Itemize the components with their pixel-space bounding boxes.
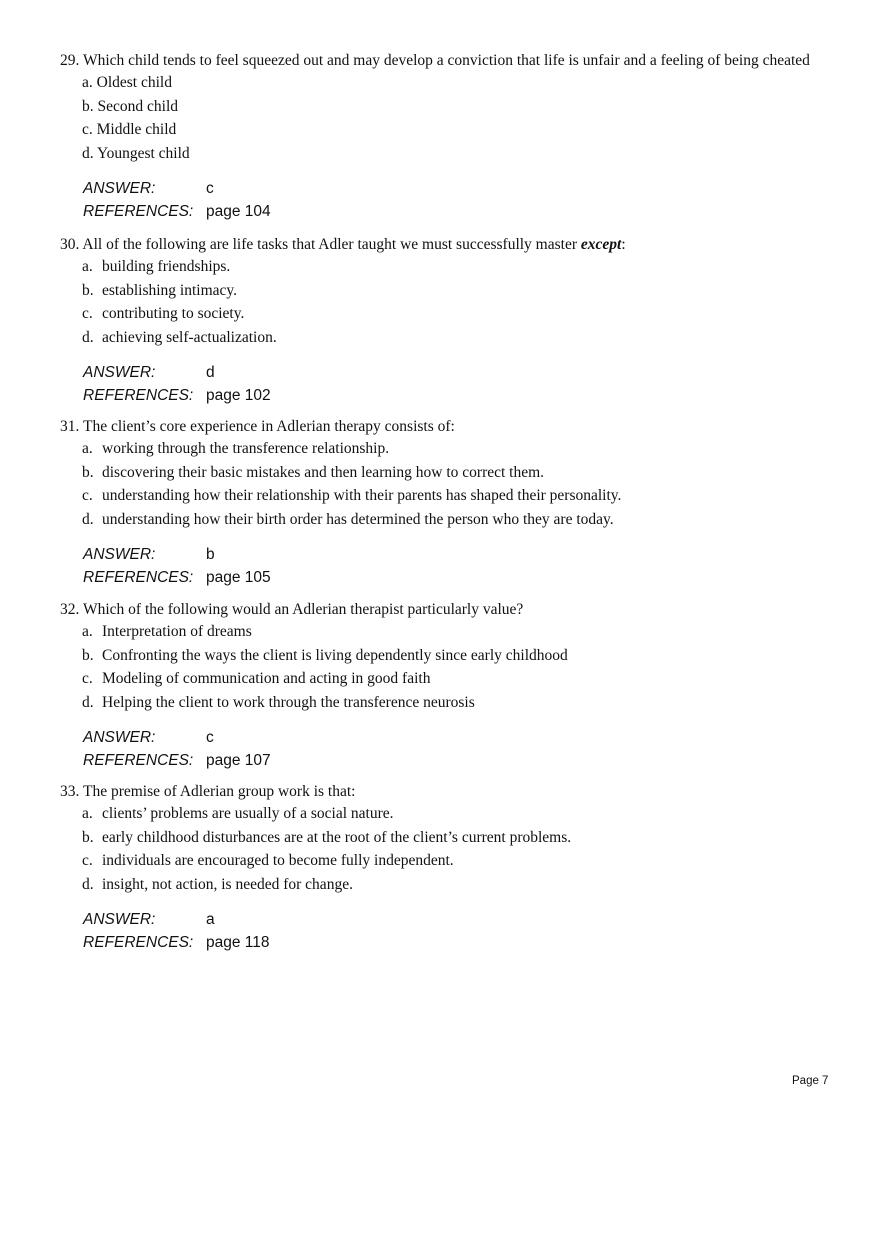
answer-block xyxy=(83,177,860,223)
option-letter: a. xyxy=(82,805,93,822)
option-d xyxy=(82,510,860,534)
answer-block xyxy=(83,361,860,407)
option-text: discovering their basic mistakes and then learning how to correct them. xyxy=(102,463,545,481)
option-text: Modeling of communication and acting in good faith xyxy=(102,670,431,687)
answer-value: c xyxy=(206,729,214,746)
option-text: Youngest child xyxy=(96,144,190,162)
option-letter: c. xyxy=(82,487,93,504)
option-letter: d. xyxy=(82,328,94,346)
option-text: Oldest child xyxy=(96,74,172,91)
answer-block xyxy=(83,908,860,954)
answer-label: ANSWER: xyxy=(83,729,156,746)
page-number: Page 7 xyxy=(792,1075,829,1087)
option-b xyxy=(82,828,860,852)
option-letter: c. xyxy=(82,305,93,322)
option-text: understanding how their relationship with their parents has shaped their personality. xyxy=(102,487,622,504)
answer-value: b xyxy=(206,546,215,563)
option-text: contributing to society. xyxy=(102,305,245,322)
reference-value: page 104 xyxy=(206,203,271,220)
option-b xyxy=(82,463,860,487)
option-b xyxy=(82,281,860,305)
question-33 xyxy=(60,782,860,954)
answer-label: ANSWER: xyxy=(83,364,156,381)
answer-label: ANSWER: xyxy=(83,911,156,928)
option-letter: c. xyxy=(82,670,93,687)
option-d xyxy=(82,144,860,168)
option-text: individuals are encouraged to become fully independent. xyxy=(102,852,454,869)
question-suffix: : xyxy=(621,236,626,253)
option-letter: a. xyxy=(82,623,93,640)
question-stem xyxy=(60,51,860,71)
answer-label: ANSWER: xyxy=(83,180,156,197)
question-text: The premise of Adlerian group work is that: xyxy=(82,783,356,800)
option-letter: d. xyxy=(82,693,94,711)
question-stem xyxy=(60,417,860,437)
option-c xyxy=(82,486,860,510)
question-number: 31. xyxy=(60,418,80,435)
question-number: 29. xyxy=(60,52,80,69)
options-list xyxy=(82,73,860,167)
option-d xyxy=(82,328,860,352)
references-label: REFERENCES: xyxy=(83,934,194,951)
option-letter: b. xyxy=(82,281,94,299)
option-letter: a. xyxy=(82,440,93,457)
option-text: early childhood disturbances are at the root of the client’s current problems. xyxy=(102,828,572,846)
option-text: clients’ problems are usually of a social nature. xyxy=(102,805,394,822)
option-text: insight, not action, is needed for change. xyxy=(102,875,353,893)
option-c xyxy=(82,120,860,144)
option-c xyxy=(82,851,860,875)
option-text: working through the transference relationship. xyxy=(102,440,390,457)
option-letter: d. xyxy=(82,144,94,162)
option-a xyxy=(82,257,860,281)
answer-block xyxy=(83,726,860,772)
options-list xyxy=(82,622,860,716)
options-list xyxy=(82,804,860,898)
option-letter: c. xyxy=(82,852,93,869)
references-label: REFERENCES: xyxy=(83,569,194,586)
option-text: establishing intimacy. xyxy=(102,281,238,299)
option-letter: c. xyxy=(82,121,93,138)
references-label: REFERENCES: xyxy=(83,752,194,769)
reference-value: page 118 xyxy=(206,934,270,951)
option-c xyxy=(82,669,860,693)
answer-block xyxy=(83,543,860,589)
reference-value: page 105 xyxy=(206,569,271,586)
option-b xyxy=(82,97,860,121)
option-text: Middle child xyxy=(96,121,177,138)
option-d xyxy=(82,875,860,899)
options-list xyxy=(82,257,860,351)
option-text: achieving self-actualization. xyxy=(102,328,277,346)
question-32 xyxy=(60,600,860,772)
question-number: 32. xyxy=(60,601,80,618)
option-a xyxy=(82,439,860,463)
option-text: building friendships. xyxy=(102,258,231,275)
reference-value: page 107 xyxy=(206,752,271,769)
option-b xyxy=(82,646,860,670)
question-stem xyxy=(60,782,860,802)
question-text: All of the following are life tasks that Adler taught we must successfully master xyxy=(82,236,577,253)
question-30 xyxy=(60,235,860,407)
option-letter: b. xyxy=(82,646,94,664)
question-number: 30. xyxy=(60,236,80,253)
references-label: REFERENCES: xyxy=(83,387,194,404)
option-a xyxy=(82,73,860,97)
option-text: Helping the client to work through the transference neurosis xyxy=(102,693,475,711)
option-letter: a. xyxy=(82,74,93,91)
question-text: Which of the following would an Adlerian therapist particularly value? xyxy=(82,601,524,618)
question-number: 33. xyxy=(60,783,80,800)
reference-value: page 102 xyxy=(206,387,271,404)
answer-value: c xyxy=(206,180,214,197)
question-stem xyxy=(60,600,860,620)
question-stem xyxy=(60,235,860,255)
question-emphasis: except xyxy=(580,236,622,253)
references-label: REFERENCES: xyxy=(83,203,194,220)
option-text: Confronting the ways the client is living dependently since early childhood xyxy=(102,646,568,664)
answer-value: d xyxy=(206,364,215,381)
option-c xyxy=(82,304,860,328)
question-text: Which child tends to feel squeezed out and may develop a conviction that life is unfair and a feeling of being cheated xyxy=(82,52,810,69)
question-31 xyxy=(60,417,860,589)
option-d xyxy=(82,693,860,717)
option-letter: b. xyxy=(82,97,94,115)
option-letter: a. xyxy=(82,258,93,275)
option-a xyxy=(82,622,860,646)
question-text: The client’s core experience in Adlerian therapy consists of: xyxy=(82,418,455,435)
option-text: Second child xyxy=(97,97,178,115)
question-29 xyxy=(60,51,860,223)
option-text: Interpretation of dreams xyxy=(102,623,252,640)
option-letter: b. xyxy=(82,463,94,481)
option-text: understanding how their birth order has determined the person who they are today. xyxy=(102,510,614,528)
options-list xyxy=(82,439,860,533)
option-letter: d. xyxy=(82,510,94,528)
option-letter: b. xyxy=(82,828,94,846)
option-letter: d. xyxy=(82,875,94,893)
answer-value: a xyxy=(206,911,215,928)
answer-label: ANSWER: xyxy=(83,546,156,563)
option-a xyxy=(82,804,860,828)
